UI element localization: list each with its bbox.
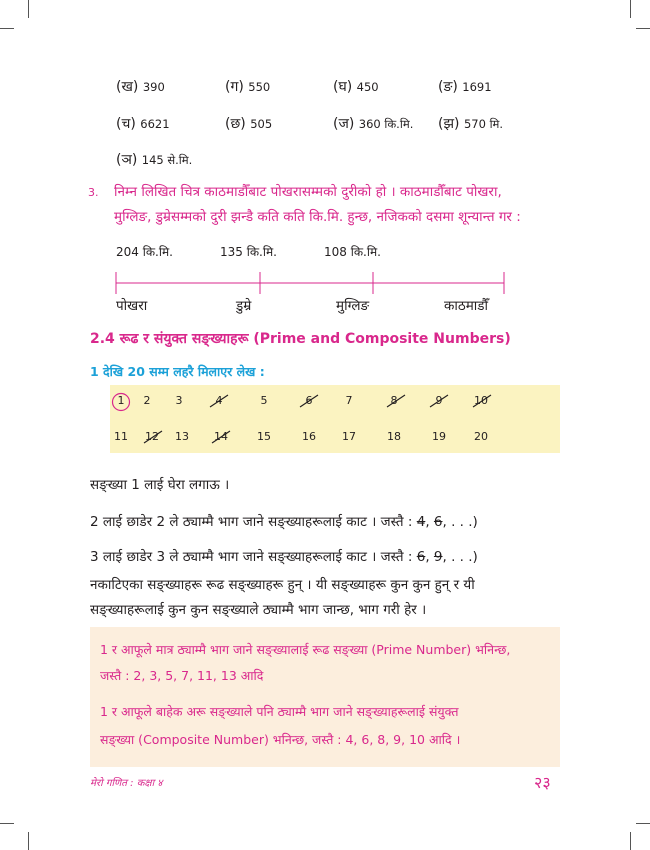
grid-number: 19 <box>432 430 446 443</box>
section-heading: 2.4 रूढ र संयुक्त सङ्ख्याहरू (Prime and Composite Numbers) <box>90 331 511 347</box>
instruction-cross-multiples-3: 3 लाई छाडेर 3 ले ठ्याम्मै भाग जाने सङ्ख्याहरूलाई काट । जस्तै : 6, 9, . . .) <box>90 549 478 565</box>
grid-number: 1 <box>117 394 125 407</box>
grid-number: 5 <box>260 394 268 407</box>
grid-number: 8 <box>390 394 398 407</box>
grid-number: 12 <box>145 430 159 443</box>
grid-number: 14 <box>214 430 228 443</box>
footer-book-title: मेरो गणित : कक्षा ४ <box>90 778 163 789</box>
crop-mark <box>630 832 631 850</box>
grid-number: 6 <box>305 394 313 407</box>
crop-mark <box>28 0 29 18</box>
crop-mark <box>28 832 29 850</box>
crop-mark <box>636 823 650 824</box>
paragraph-line-2: सङ्ख्याहरूलाई कुन कुन सङ्ख्याले ठ्याम्मै भाग जान्छ, भाग गरी हेर । <box>90 602 427 618</box>
answer-cha: (च) 6621 <box>116 116 170 132</box>
grid-number: 17 <box>342 430 356 443</box>
distance-label-3: 108 कि.मि. <box>324 245 381 259</box>
grid-number: 15 <box>257 430 271 443</box>
place-dumre: डुम्रे <box>236 298 252 314</box>
place-mugling: मुग्लिङ <box>336 298 370 314</box>
answer-jha: (झ) 570 मि. <box>438 116 504 132</box>
answer-chha: (छ) 505 <box>225 116 273 132</box>
grid-number: 13 <box>175 430 189 443</box>
grid-number: 18 <box>387 430 401 443</box>
answer-ja: (ज) 360 कि.मि. <box>333 116 414 132</box>
page-number: २३ <box>534 773 551 792</box>
prime-definition-line-1: 1 र आफूले मात्र ठ्याम्मै भाग जाने सङ्ख्यालाई रूढ सङ्ख्या (Prime Number) भनिन्छ, <box>100 642 511 657</box>
composite-definition-line-2: सङ्ख्या (Composite Number) भनिन्छ, जस्तै : 4, 6, 8, 9, 10 आदि । <box>100 732 461 747</box>
paragraph-line-1: नकाटिएका सङ्ख्याहरू रूढ सङ्ख्याहरू हुन् । यी सङ्ख्याहरू कुन कुन हुन् र यी <box>90 577 475 593</box>
instruction-circle-1: सङ्ख्या 1 लाई घेरा लगाऊ । <box>90 477 230 493</box>
grid-number: 16 <box>302 430 316 443</box>
place-pokhara: पोखरा <box>116 298 148 314</box>
question-3 <box>90 180 570 230</box>
answer-nya: (ञ) 145 से.मि. <box>116 152 193 168</box>
prime-definition-line-2: जस्तै : 2, 3, 5, 7, 11, 13 आदि <box>100 668 264 683</box>
question-line-1: निम्न लिखित चित्र काठमाडौँबाट पोखरासम्मको दुरीको हो । काठमाडौँबाट पोखरा, <box>114 184 502 200</box>
composite-definition-line-1: 1 र आफूले बाहेक अरू सङ्ख्याले पनि ठ्याम्मै भाग जाने सङ्ख्याहरूलाई संयुक्त <box>100 704 459 719</box>
grid-number: 2 <box>143 394 151 407</box>
distance-number-line <box>110 268 520 294</box>
answer-nga: (ङ) 1691 <box>438 79 492 95</box>
grid-number: 20 <box>474 430 488 443</box>
number-grid <box>110 385 560 453</box>
grid-number: 4 <box>215 394 223 407</box>
crop-mark <box>0 28 14 29</box>
grid-number: 7 <box>345 394 353 407</box>
grid-number: 3 <box>175 394 183 407</box>
grid-number: 10 <box>474 394 488 407</box>
question-number: 3. <box>88 186 99 199</box>
answer-gha: (घ) 450 <box>333 79 379 95</box>
grid-number: 11 <box>114 430 128 443</box>
section-instruction: 1 देखि 20 सम्म लहरै मिलाएर लेख : <box>90 364 265 379</box>
distance-label-1: 204 कि.मि. <box>116 245 173 259</box>
place-kathmandu: काठमाडौँ <box>444 298 488 314</box>
question-line-2: मुग्लिङ, डुम्रेसम्मको दुरी झन्डै कति कति कि.मि. हुन्छ, नजिकको दसमा शून्यान्त गर : <box>114 209 521 225</box>
distance-label-2: 135 कि.मि. <box>220 245 277 259</box>
definition-box <box>90 627 560 767</box>
crop-mark <box>630 0 631 18</box>
grid-number: 9 <box>435 394 443 407</box>
answer-kha: (ख) 390 <box>116 79 165 95</box>
crop-mark <box>636 28 650 29</box>
answer-ga: (ग) 550 <box>225 79 271 95</box>
instruction-cross-multiples-2: 2 लाई छाडेर 2 ले ठ्याम्मै भाग जाने सङ्ख्याहरूलाई काट । जस्तै : 4, 6, . . .) <box>90 514 478 530</box>
crop-mark <box>0 823 14 824</box>
